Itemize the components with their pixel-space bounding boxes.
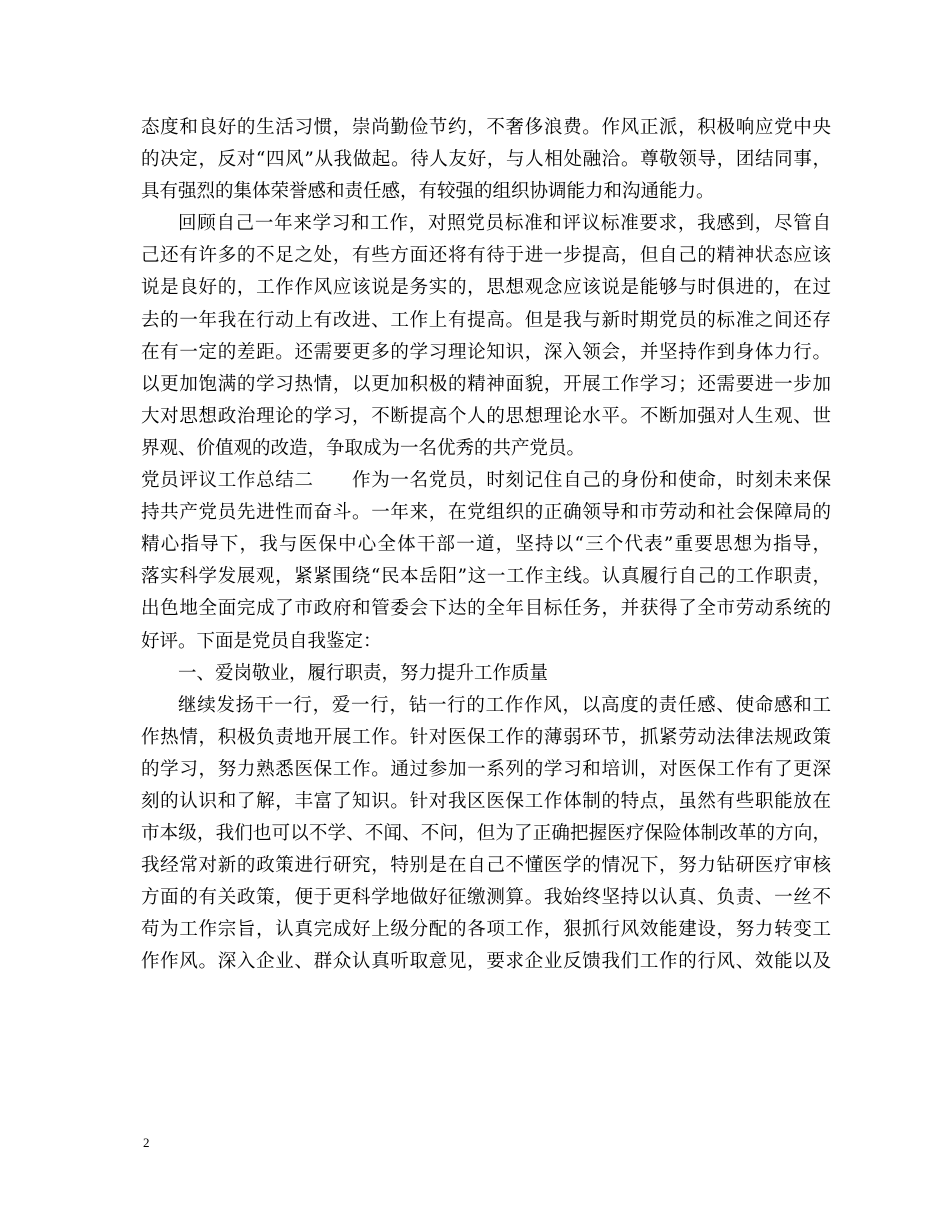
text-line: 继续发扬干一行，爱一行，钻一行的工作作风，以高度的责任感、使命感和工: [178, 694, 831, 716]
page-number: 2: [143, 1135, 150, 1150]
text-line: 说是良好的，工作作风应该说是务实的，思想观念应该说是能够与时俱进的，在过: [141, 277, 831, 299]
text-line: 大对思想政治理论的学习，不断提高个人的思想理论水平。不断加强对人生观、世: [141, 405, 831, 427]
text-line: 方面的有关政策，便于更科学地做好征缴测算。我始终坚持以认真、负责、一丝不: [141, 887, 831, 909]
text-line: 苟为工作宗旨，认真完成好上级分配的各项工作，狠抓行风效能建设，努力转变工: [141, 919, 831, 941]
text-line: 的学习，努力熟悉医保工作。通过参加一系列的学习和培训，对医保工作有了更深: [141, 758, 831, 780]
text-line: 持共产党员先进性而奋斗。一年来，在党组织的正确领导和市劳动和社会保障局的: [141, 502, 831, 524]
text-line: 出色地全面完成了市政府和管委会下达的全年目标任务，并获得了全市劳动系统的: [141, 598, 831, 620]
text-line: 的决定，反对“四风”从我做起。待人友好，与人相处融洽。尊敬领导，团结同事，: [141, 149, 831, 171]
text-line: 我经常对新的政策进行研究，特别是在自己不懂医学的情况下，努力钻研医疗审核: [141, 855, 831, 877]
text-line: 作作风。深入企业、群众认真听取意见，要求企业反馈我们工作的行风、效能以及: [141, 951, 831, 973]
text-line: 回顾自己一年来学习和工作，对照党员标准和评议标准要求，我感到，尽管自: [178, 213, 831, 235]
text-line: 精心指导下，我与医保中心全体干部一道，坚持以“三个代表”重要思想为指导，: [141, 534, 831, 556]
subheading-line: 一、爱岗敬业，履行职责，努力提升工作质量: [178, 662, 549, 684]
text-line: 好评。下面是党员自我鉴定：: [141, 630, 382, 652]
text-line: 市本级，我们也可以不学、不闻、不问，但为了正确把握医疗保险体制改革的方向，: [141, 823, 831, 845]
text-line: 在有一定的差距。还需要更多的学习理论知识，深入领会，并坚持作到身体力行。: [141, 341, 831, 363]
text-line: 己还有许多的不足之处，有些方面还将有待于进一步提高，但自己的精神状态应该: [141, 245, 831, 267]
text-line: 去的一年我在行动上有改进、工作上有提高。但是我与新时期党员的标准之间还存: [141, 309, 831, 331]
section-heading-line: 党员评议工作总结二 作为一名党员，时刻记住自己的身份和使命，时刻未来保: [141, 470, 831, 492]
text-line: 作热情，积极负责地开展工作。针对医保工作的薄弱环节，抓紧劳动法律法规政策: [141, 726, 831, 748]
text-line: 刻的认识和了解，丰富了知识。针对我区医保工作体制的特点，虽然有些职能放在: [141, 790, 831, 812]
text-line: 以更加饱满的学习热情，以更加积极的精神面貌，开展工作学习；还需要进一步加: [141, 373, 831, 395]
text-line: 态度和良好的生活习惯，崇尚勤俭节约，不奢侈浪费。作风正派，积极响应党中央: [141, 117, 831, 138]
text-line: 具有强烈的集体荣誉感和责任感，有较强的组织协调能力和沟通能力。: [141, 181, 715, 203]
text-line: 界观、价值观的改造，争取成为一名优秀的共产党员。: [141, 437, 586, 459]
text-line: 落实科学发展观，紧紧围绕“民本岳阳”这一工作主线。认真履行自己的工作职责，: [141, 566, 831, 588]
body-text: [141, 112, 831, 979]
